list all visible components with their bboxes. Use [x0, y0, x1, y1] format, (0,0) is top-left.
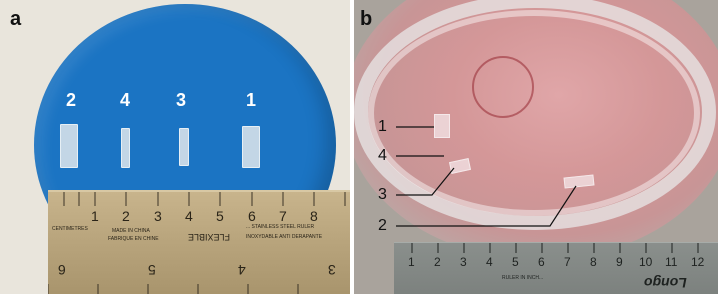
- bowl-label-4: 4: [378, 147, 387, 164]
- ruler-b-num-12: 12: [691, 255, 705, 269]
- sample-strip-4: [121, 128, 130, 168]
- ruler-a-num-5: 5: [216, 208, 224, 224]
- panel-letter-a: a: [10, 8, 22, 30]
- ruler-b-num-4: 4: [486, 255, 493, 269]
- sample-strip-1: [242, 126, 260, 168]
- sample-label-a-1: 2: [66, 90, 77, 110]
- ruler-a-num-8: 8: [310, 208, 318, 224]
- sample-label-a-3: 3: [176, 90, 187, 110]
- ruler-a-inch-3: 3: [328, 262, 336, 278]
- sample-label-a-4: 1: [246, 90, 257, 110]
- sample-strip-3: [179, 128, 189, 166]
- ruler-a-inch-4: 4: [238, 262, 246, 278]
- ruler-a-centimetres: CENTIMETRES: [52, 226, 88, 232]
- leader-lines: [354, 0, 718, 294]
- ruler-a-num-6: 6: [248, 208, 256, 224]
- ruler-a-num-3: 3: [154, 208, 162, 224]
- ruler-a-num-2: 2: [122, 208, 130, 224]
- sample-label-a-2: 4: [120, 90, 131, 110]
- ruler-a-text-2: INOXYDABLE ANTI DERAPANTE: [246, 234, 323, 240]
- ruler-b-num-2: 2: [434, 255, 441, 269]
- ruler-b-num-7: 7: [564, 255, 571, 269]
- steel-ruler-a: [48, 190, 350, 294]
- ruler-b-brand: Longo: [644, 275, 687, 291]
- ruler-b-num-3: 3: [460, 255, 467, 269]
- ruler-a-made-in-china: MADE IN CHINA: [112, 228, 150, 234]
- panel-b: [354, 0, 718, 294]
- panel-a: [0, 0, 350, 294]
- bowl-label-2: 2: [378, 217, 387, 234]
- bowl-label-3: 3: [378, 186, 387, 203]
- ruler-b-num-5: 5: [512, 255, 519, 269]
- ruler-a-inch-5: 5: [148, 262, 156, 278]
- ruler-a-inch-6: 6: [58, 262, 66, 278]
- ruler-b-text: RULER IN INCH...: [502, 275, 544, 281]
- ruler-b-num-10: 10: [639, 255, 653, 269]
- ruler-a-num-1: 1: [91, 208, 99, 224]
- ruler-a-num-4: 4: [185, 208, 193, 224]
- ruler-b-num-8: 8: [590, 255, 597, 269]
- ruler-b-num-9: 9: [616, 255, 623, 269]
- ruler-a-flexible: FLEXIBLE: [188, 232, 231, 242]
- ruler-b-num-6: 6: [538, 255, 545, 269]
- ruler-a-fabrique: FABRIQUE EN CHINE: [108, 236, 159, 242]
- bowl-label-1: 1: [378, 118, 387, 135]
- sample-strip-2: [60, 124, 78, 168]
- ruler-a-text-1: ... STAINLESS STEEL RULER: [246, 224, 315, 230]
- ruler-a-num-7: 7: [279, 208, 287, 224]
- panel-letter-b: b: [360, 8, 373, 30]
- ruler-b-num-11: 11: [665, 255, 678, 269]
- ruler-b-num-1: 1: [408, 255, 415, 269]
